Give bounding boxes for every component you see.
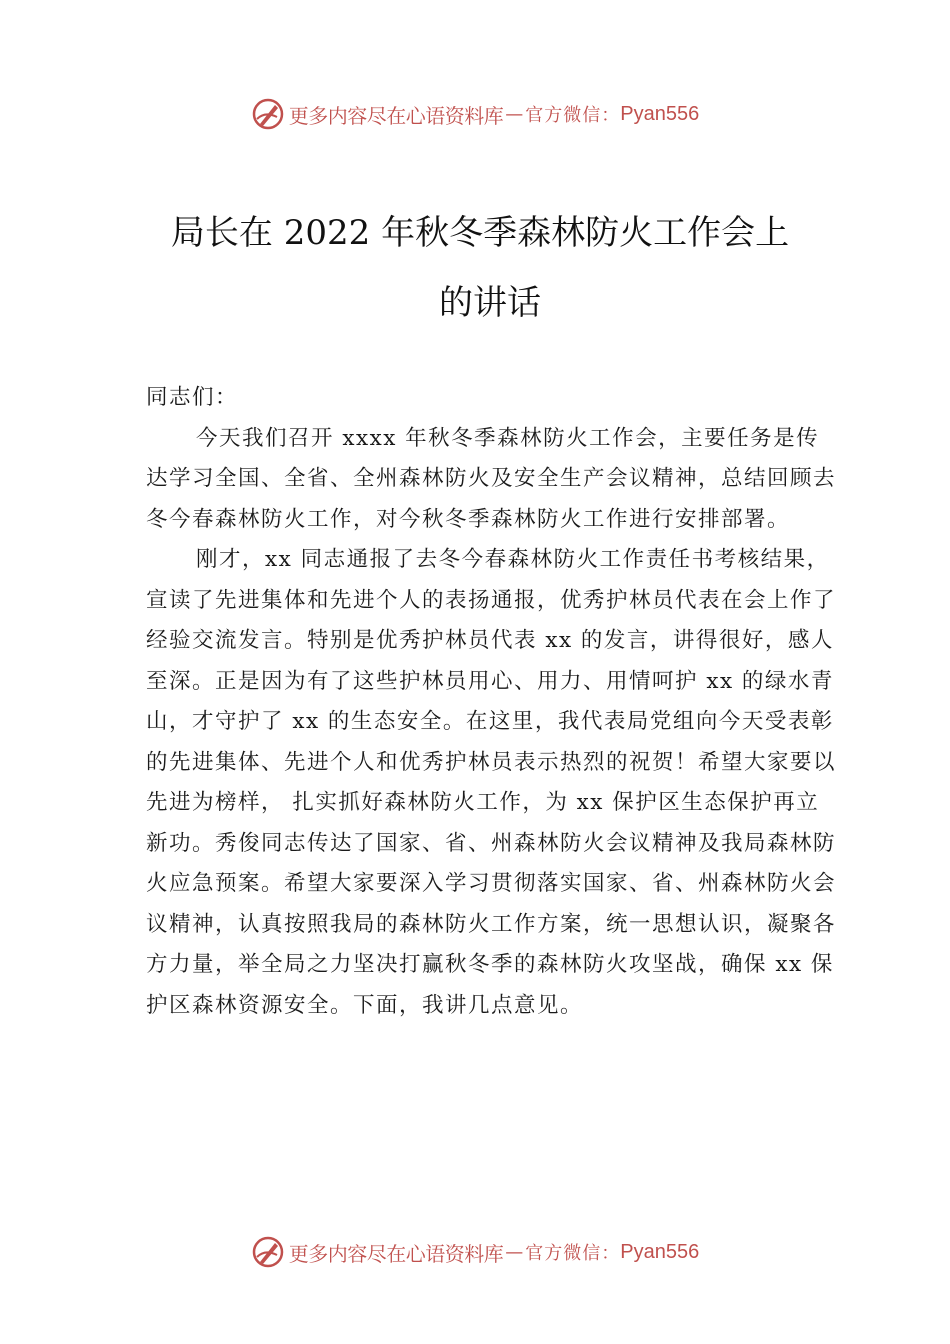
pen-logo-icon (251, 1235, 285, 1269)
document-title-line-1: 局长在 2022 年秋冬季森林防火工作会上 (170, 213, 790, 253)
paragraph-2: 刚才，xx 同志通报了去冬今春森林防火工作责任书考核结果，宣读了先进集体和先进个人的表扬通报，优秀护林员代表在会上作了经验交流发言。特别是优秀护林员代表 xx 的发言，讲得很好，感人至深。正是因为有了这些护林员用心、用力、用情呵护 xx 的绿水青山，才守护了 xx 的生态安全。在这里，我代表局党组向今天受表彰的先进集体、先进个人和优秀护林员表示热烈的祝贺！希望大家要以先进为榜样， 扎实抓好森林防火工作，为 xx 保护区生态保护再立新功。秀俊同志传达了国家、省、州森林防火会议精神及我局森林防火应急预案。希望大家要深入学习贯彻落实国家、省、州森林防火会议精神，认真按照我局的森林防火工作方案，统一思想认识，凝聚各方力量，举全局之力坚决打赢秋冬季的森林防火攻坚战，确保 xx 保护区森林资源安全。下面，我讲几点意见。 (146, 547, 837, 1018)
header-watermark-banner (0, 94, 950, 134)
banner-main-text: 更多内容尽在心语资料库 (288, 103, 504, 128)
document-body (146, 378, 836, 1026)
banner-wechat-id: Pyan556 (620, 102, 700, 125)
banner-wechat-id: Pyan556 (620, 1240, 700, 1263)
banner-wechat-label: 官方微信： (525, 105, 621, 126)
banner-separator: — (505, 1241, 524, 1263)
pen-logo-icon (251, 97, 285, 131)
banner-main-text: 更多内容尽在心语资料库 (288, 1241, 504, 1266)
salutation: 同志们： (146, 385, 239, 410)
document-title-line-2: 的讲话 (439, 283, 541, 323)
banner-separator: — (505, 103, 524, 125)
paragraph-1: 今天我们召开 xxxx 年秋冬季森林防火工作会，主要任务是传达学习全国、全省、全州森林防火及安全生产会议精神，总结回顾去冬今春森林防火工作，对今秋冬季森林防火工作进行安排部署。 (146, 425, 837, 532)
banner-wechat-label: 官方微信： (525, 1243, 621, 1264)
footer-watermark-banner (0, 1232, 950, 1272)
